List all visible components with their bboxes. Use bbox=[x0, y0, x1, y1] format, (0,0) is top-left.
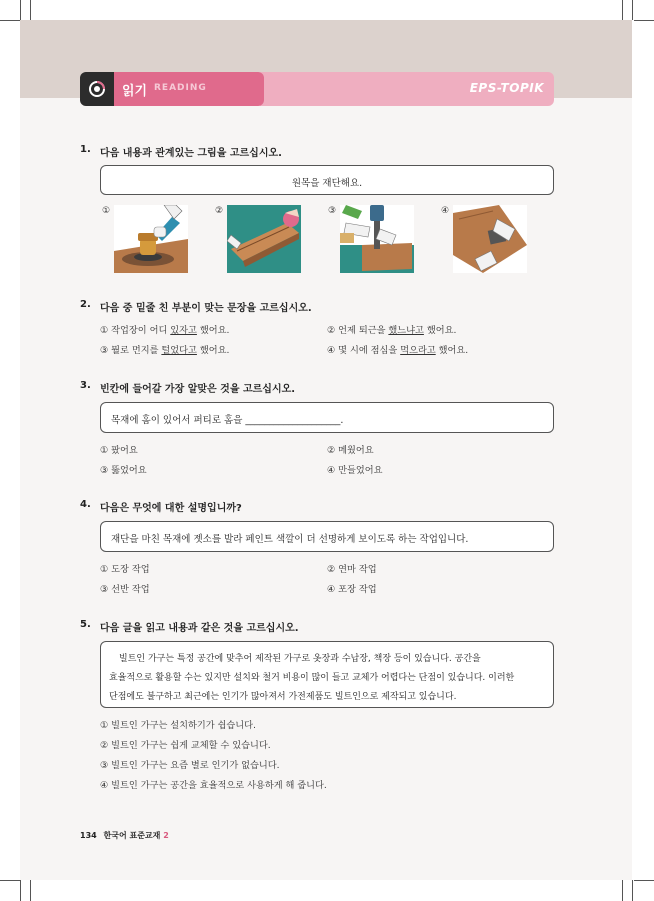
option-text: 했어요. bbox=[423, 325, 457, 336]
option-text: 했어요. bbox=[435, 345, 469, 356]
book-volume: 2 bbox=[163, 831, 169, 840]
header-brand-bar bbox=[260, 72, 554, 106]
crop-mark bbox=[622, 880, 623, 901]
q1-prompt-box bbox=[100, 165, 554, 195]
q5-option-4[interactable]: ④ 빌트인 가구는 공간을 효율적으로 사용하게 해 줍니다. bbox=[100, 780, 327, 791]
crop-mark bbox=[0, 20, 20, 21]
option-text: 언제 퇴근을 bbox=[338, 325, 389, 336]
option-mark[interactable]: ① bbox=[102, 206, 111, 216]
q3-option-3[interactable]: ③ 뚫었어요 bbox=[100, 465, 147, 476]
page-footer bbox=[80, 830, 169, 841]
q3-option-4[interactable]: ④ 만들었어요 bbox=[327, 465, 383, 476]
question-number: 3. bbox=[80, 380, 91, 391]
question-text: 다음 내용과 관계있는 그림을 고르십시오. bbox=[100, 148, 282, 159]
q3-prompt-text: 목재에 홈이 있어서 퍼티로 홈을 ____________________. bbox=[111, 415, 344, 426]
option-image-4[interactable] bbox=[453, 205, 527, 273]
passage-line: 단점에도 불구하고 최근에는 인기가 많아져서 가전제품도 빌트인으로 제작되고 있습니다. bbox=[109, 692, 457, 702]
q2-option-1[interactable] bbox=[100, 322, 229, 336]
crop-mark bbox=[20, 0, 21, 20]
option-mark: ④ bbox=[327, 345, 336, 356]
underlined-text: 먹으라고 bbox=[400, 345, 436, 356]
option-image-3[interactable] bbox=[340, 205, 414, 273]
option-text: 뭘로 먼지를 bbox=[111, 345, 162, 356]
question-number: 1. bbox=[80, 144, 91, 155]
crop-mark bbox=[30, 880, 31, 901]
option-image-1[interactable] bbox=[114, 205, 188, 273]
option-image-2[interactable] bbox=[227, 205, 301, 273]
question-4 bbox=[80, 499, 540, 513]
passage-line: 빌트인 가구는 특정 공간에 맞추어 제작된 가구로 옷장과 수납장, 책장 등이 있습니다. 공간을 bbox=[119, 654, 481, 664]
q4-option-4[interactable]: ④ 포장 작업 bbox=[327, 584, 377, 595]
q3-option-2[interactable]: ② 메웠어요 bbox=[327, 445, 374, 456]
option-mark[interactable]: ③ bbox=[328, 206, 337, 216]
q4-option-1[interactable]: ① 도장 작업 bbox=[100, 564, 150, 575]
question-number: 2. bbox=[80, 299, 91, 310]
question-text: 빈칸에 들어갈 가장 알맞은 것을 고르십시오. bbox=[100, 384, 296, 395]
question-text: 다음은 무엇에 대한 설명입니까? bbox=[100, 503, 242, 514]
crop-mark bbox=[20, 880, 21, 901]
question-5 bbox=[80, 619, 540, 633]
option-mark[interactable]: ② bbox=[215, 206, 224, 216]
q3-option-1[interactable]: ① 팠어요 bbox=[100, 445, 138, 456]
crop-mark bbox=[30, 0, 31, 20]
q5-option-3[interactable]: ③ 빌트인 가구는 요즘 별로 인기가 없습니다. bbox=[100, 760, 280, 771]
question-2 bbox=[80, 299, 540, 313]
section-subtitle: READING bbox=[154, 83, 207, 93]
question-1 bbox=[80, 144, 540, 158]
section-title: 읽기 bbox=[122, 84, 148, 99]
q5-passage-box bbox=[100, 641, 554, 708]
crop-mark bbox=[0, 880, 20, 881]
q1-prompt-text: 원목을 재단해요. bbox=[291, 178, 363, 189]
underlined-text: 있자고 bbox=[170, 325, 197, 336]
option-mark: ① bbox=[100, 325, 109, 336]
crop-mark bbox=[634, 20, 654, 21]
book-title: 한국어 표준교재 bbox=[103, 831, 161, 840]
option-text: 몇 시에 점심을 bbox=[338, 345, 401, 356]
q2-option-4[interactable] bbox=[327, 342, 468, 356]
option-mark[interactable]: ④ bbox=[441, 206, 450, 216]
crop-mark bbox=[634, 880, 654, 881]
q5-option-1[interactable]: ① 빌트인 가구는 설치하기가 쉽습니다. bbox=[100, 720, 256, 731]
passage-line: 효율적으로 활용할 수는 있지만 설치와 철거 비용이 많이 들고 교체가 어렵다는 단점이 있습니다. 이러한 bbox=[109, 673, 515, 683]
q4-prompt-text: 재단을 마친 목재에 젯소를 발라 페인트 색깔이 더 선명하게 보이도록 하는 작업입니다. bbox=[111, 534, 469, 545]
q4-option-2[interactable]: ② 연마 작업 bbox=[327, 564, 377, 575]
underlined-text: 했느냐고 bbox=[388, 325, 424, 336]
question-number: 4. bbox=[80, 499, 91, 510]
question-number: 5. bbox=[80, 619, 91, 630]
question-3 bbox=[80, 380, 540, 394]
q2-option-3[interactable] bbox=[100, 342, 229, 356]
crop-mark bbox=[622, 0, 623, 20]
q4-option-3[interactable]: ③ 선반 작업 bbox=[100, 584, 150, 595]
option-mark: ② bbox=[327, 325, 336, 336]
q5-option-2[interactable]: ② 빌트인 가구는 쉽게 교체할 수 있습니다. bbox=[100, 740, 271, 751]
q3-prompt-box bbox=[100, 402, 554, 433]
underlined-text: 털었다고 bbox=[161, 345, 197, 356]
question-text: 다음 중 밑줄 친 부분이 맞는 문장을 고르십시오. bbox=[100, 303, 312, 314]
brand-label: EPS-TOPIK bbox=[469, 81, 544, 95]
section-header bbox=[80, 72, 554, 106]
option-mark: ③ bbox=[100, 345, 109, 356]
question-text: 다음 글을 읽고 내용과 같은 것을 고르십시오. bbox=[100, 623, 299, 634]
option-text: 했어요. bbox=[196, 345, 230, 356]
crop-mark bbox=[632, 880, 633, 901]
option-text: 했어요. bbox=[196, 325, 230, 336]
option-text: 작업장이 어디 bbox=[111, 325, 171, 336]
header-title-bar bbox=[114, 72, 264, 106]
reading-icon bbox=[80, 72, 114, 106]
q4-prompt-box bbox=[100, 521, 554, 552]
crop-mark bbox=[632, 0, 633, 20]
q2-option-2[interactable] bbox=[327, 322, 456, 336]
page-number: 134 bbox=[80, 831, 97, 840]
